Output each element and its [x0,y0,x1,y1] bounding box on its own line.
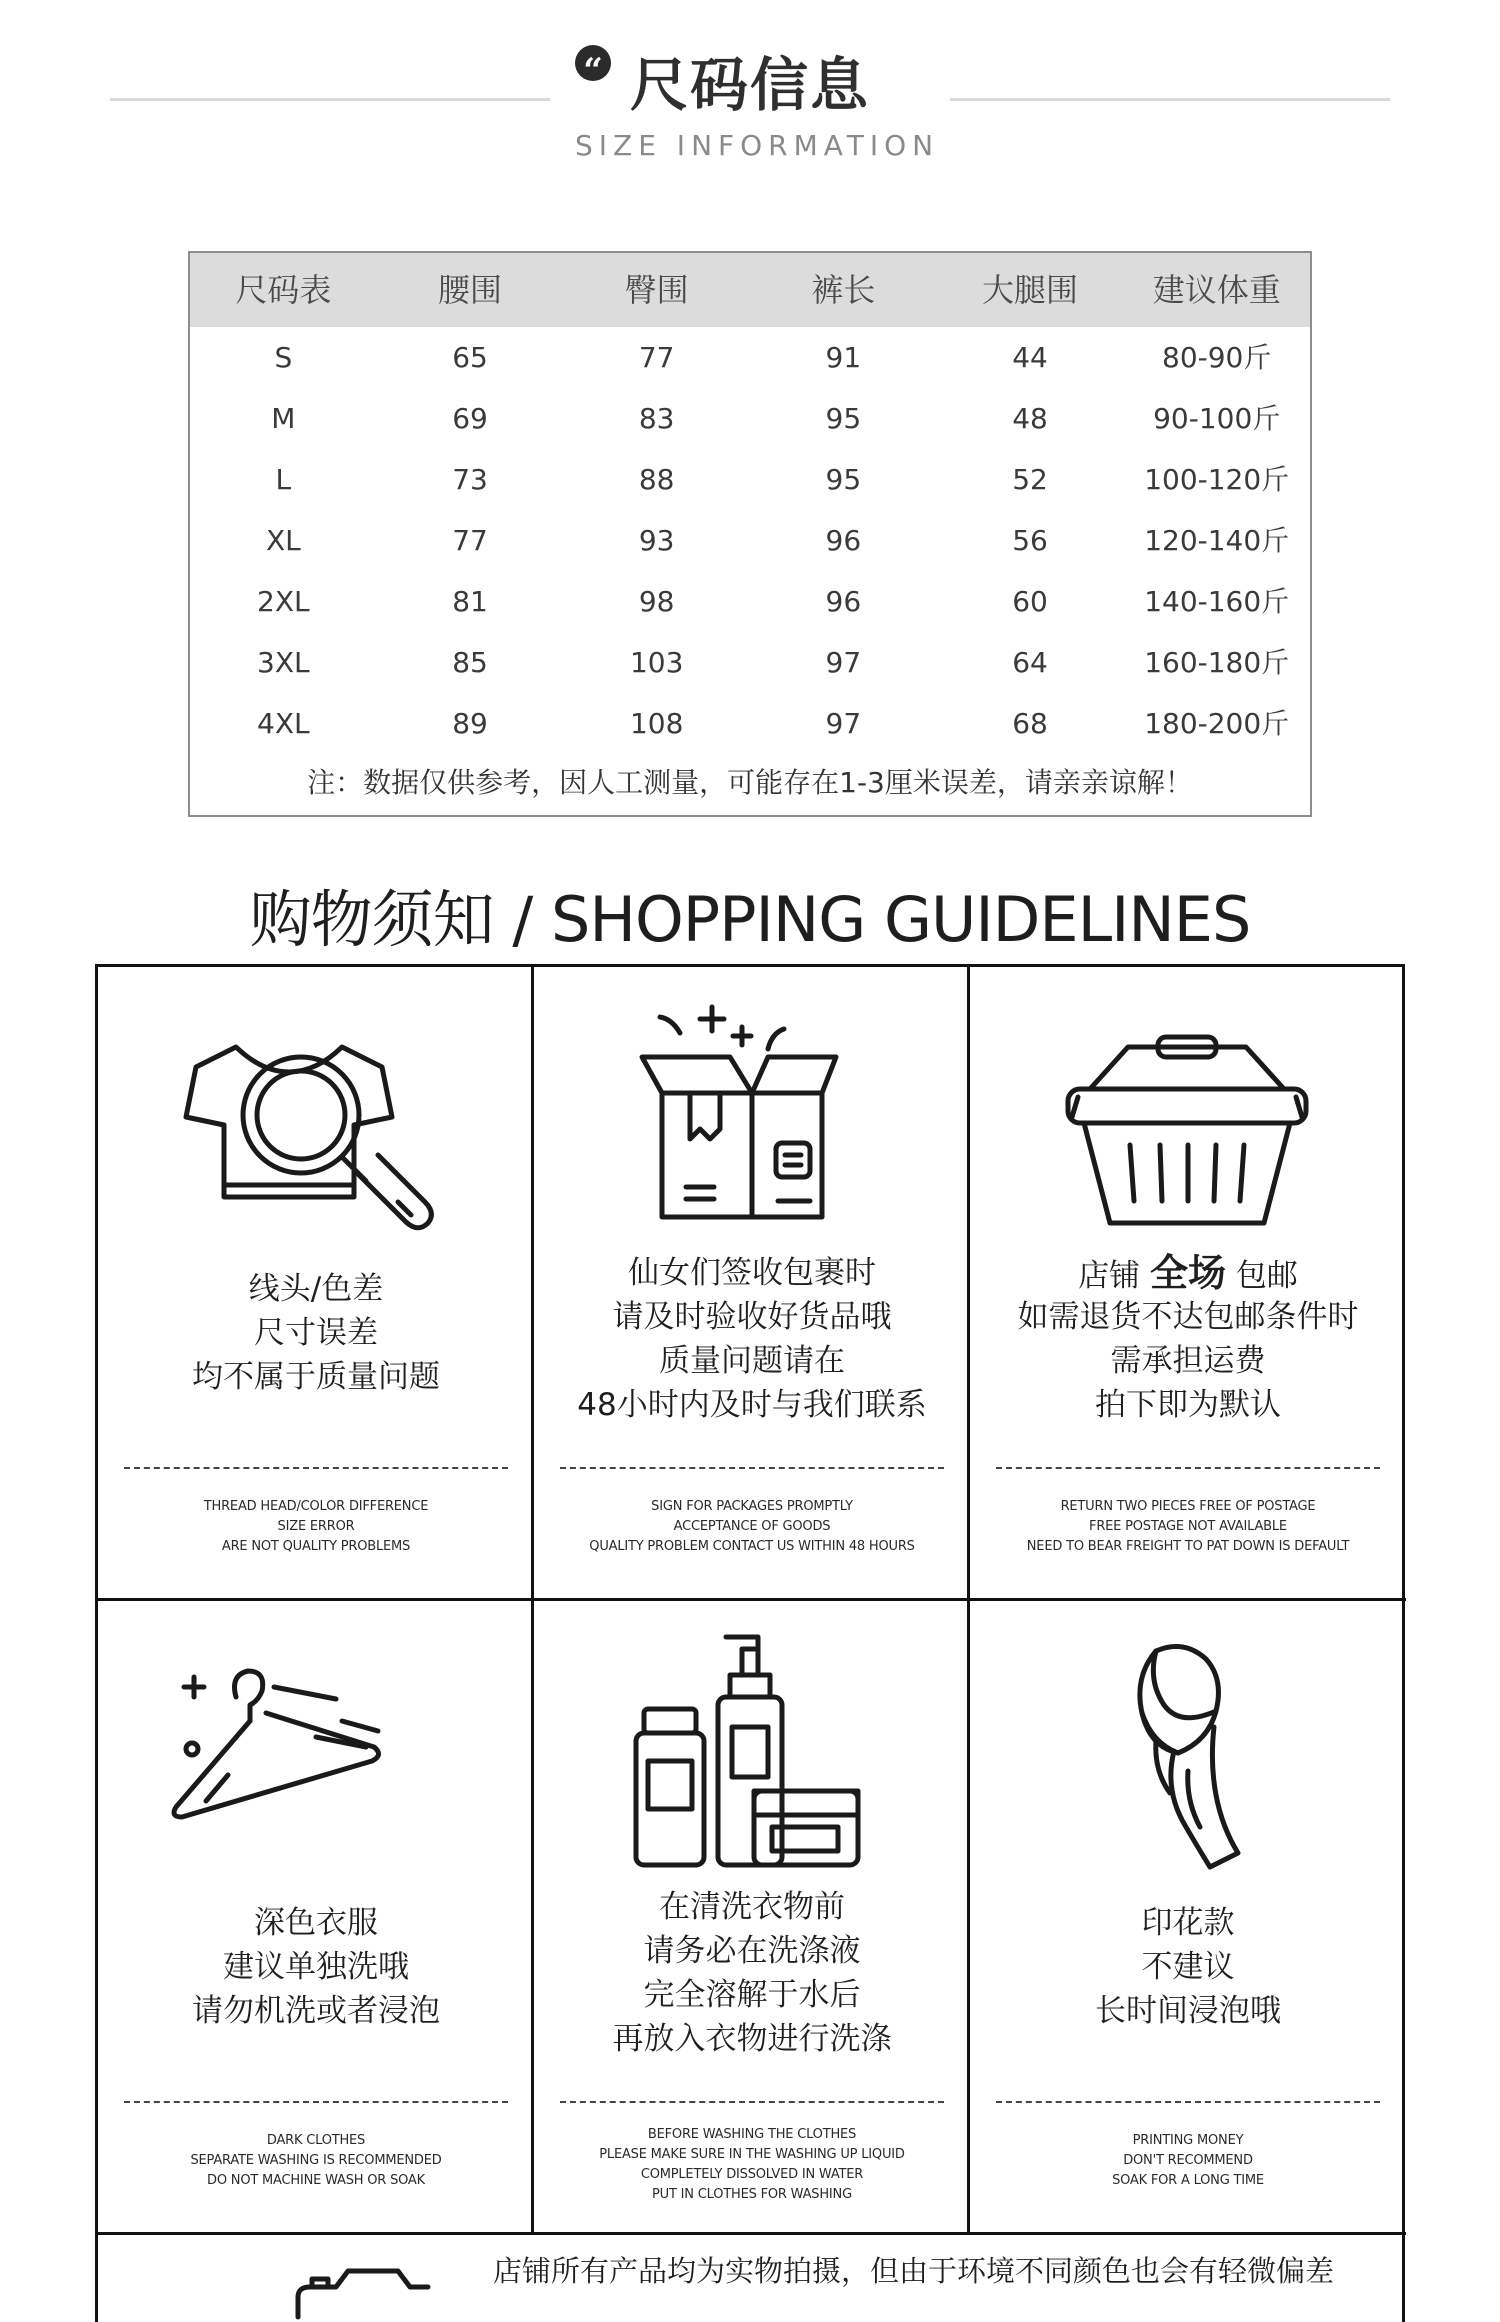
page-subtitle: SIZE INFORMATION [575,129,940,162]
table-cell: 80-90斤 [1162,341,1272,374]
table-cell: 96 [825,585,862,618]
page-title: 尺码信息 [630,51,871,119]
guideline-en-text: COMPLETELY DISSOLVED IN WATER [640,2167,864,2182]
table-row [190,632,1310,693]
table-cell: 48 [1012,402,1048,435]
guideline-en-text: SIZE ERROR [277,1519,355,1534]
size-table [188,251,1312,817]
guideline-en-text: SOAK FOR A LONG TIME [1112,2173,1264,2188]
guideline-text: 请及时验收好货品哦 [612,1299,892,1335]
guideline-text: 建议单独洗哦 [223,1949,409,1985]
guideline-en-text: ARE NOT QUALITY PROBLEMS [221,1539,411,1554]
table-cell: L [275,463,292,496]
guideline-text: 在清洗衣物前 [659,1889,845,1925]
table-cell: 90-100斤 [1153,402,1281,435]
guideline-en-text: ACCEPTANCE OF GOODS [673,1519,831,1534]
table-cell: 83 [638,402,675,435]
guideline-text: 店铺 [1078,1258,1141,1294]
tshirt-magnifier-icon [166,997,466,1257]
guideline-text: 请务必在洗涤液 [643,1933,861,1969]
column-header: 裤长 [811,271,876,309]
guideline-text: 尺寸误差 [254,1315,378,1351]
table-cell: 93 [638,524,675,557]
table-cell: 180-200斤 [1144,707,1290,740]
guideline-text: 包邮 [1235,1258,1298,1294]
size-table-body [190,327,1310,754]
table-cell: 120-140斤 [1144,524,1290,557]
table-cell: 103 [629,646,684,679]
guideline-en-text: SIGN FOR PACKAGES PROMPTLY [651,1499,853,1514]
column-header: 建议体重 [1152,271,1281,309]
table-cell: S [274,341,293,374]
table-cell: 97 [825,646,862,679]
photo-note-text: 店铺所有产品均为实物拍摄，但由于环境不同颜色也会有轻微偏差 [493,2254,1335,2288]
guideline-card-photo-note [98,2237,1402,2322]
table-cell: 68 [1012,707,1048,740]
column-header: 腰围 [438,271,503,309]
table-cell: 140-160斤 [1144,585,1290,618]
guideline-text-emphasis: 全场 [1149,1251,1226,1295]
table-cell: 44 [1012,341,1048,374]
table-cell: 73 [452,463,488,496]
guideline-card-dark-clothes [98,1601,534,2235]
table-cell: 2XL [257,585,310,618]
table-cell: 77 [452,524,488,557]
guideline-en-text: BEFORE WASHING THE CLOTHES [647,2127,857,2142]
guideline-text: 印花款 [1141,1905,1235,1941]
dashed-divider [124,2101,508,2103]
open-box-icon [602,997,902,1257]
hanger-icon [166,1631,466,1891]
size-table-note: 注：数据仅供参考，因人工测量，可能存在1-3厘米误差，请亲亲谅解！ [307,766,1193,799]
table-cell: 88 [638,463,675,496]
table-row [190,571,1310,632]
table-row [190,388,1310,449]
table-cell: 65 [452,341,488,374]
guideline-text: 不建议 [1141,1949,1235,1985]
detergent-bottles-icon [602,1631,902,1891]
guideline-en-text: PUT IN CLOTHES FOR WASHING [652,2187,852,2202]
guidelines-grid [95,964,1405,2322]
guideline-text: 线头/色差 [248,1271,384,1307]
table-row [190,693,1310,754]
guideline-en-text: DARK CLOTHES [266,2133,366,2148]
dashed-divider [124,1467,508,1469]
table-cell: 64 [1012,646,1048,679]
guideline-en-text: PRINTING MONEY [1132,2133,1244,2148]
table-cell: 4XL [257,707,310,740]
guidelines-title: 购物须知 / SHOPPING GUIDELINES [249,883,1251,956]
guideline-text: 需承担运费 [1110,1343,1266,1379]
guideline-en-text: PLEASE MAKE SURE IN THE WASHING UP LIQUID [599,2147,905,2162]
table-cell: 56 [1012,524,1048,557]
guideline-headline [970,1251,1406,1298]
dashed-divider [996,1467,1380,1469]
table-cell: 160-180斤 [1144,646,1290,679]
guideline-card-printed [970,1601,1406,2235]
column-header: 臀围 [624,271,689,309]
guideline-text: 长时间浸泡哦 [1095,1993,1281,2029]
guideline-text: 再放入衣物进行洗涤 [612,2021,892,2057]
column-header: 尺码表 [235,271,332,309]
size-table-header [190,253,1310,327]
table-cell: 3XL [257,646,310,679]
header-divider-left [110,98,550,101]
camera-icon [288,2257,488,2322]
guideline-text: 深色衣服 [254,1905,378,1941]
table-cell: 60 [1012,585,1048,618]
table-cell: 95 [825,463,862,496]
dashed-divider [560,1467,944,1469]
guideline-en-text: DON'T RECOMMEND [1123,2153,1253,2168]
guideline-en-text: DO NOT MACHINE WASH OR SOAK [207,2173,425,2188]
guideline-text: 请勿机洗或者浸泡 [192,1993,440,2029]
quote-icon: “ [575,45,611,81]
shopping-basket-icon [1038,997,1338,1257]
table-cell: 52 [1012,463,1048,496]
table-cell: 91 [825,341,862,374]
table-row [190,510,1310,571]
guideline-card-quality [98,967,534,1601]
guideline-card-washing [534,1601,970,2235]
table-cell: 100-120斤 [1144,463,1290,496]
guideline-card-shipping [970,967,1406,1601]
guideline-en-text: SEPARATE WASHING IS RECOMMENDED [190,2153,442,2168]
table-cell: M [271,402,296,435]
dashed-divider [560,2101,944,2103]
table-row [190,327,1310,388]
table-cell: 108 [629,707,684,740]
header-divider-right [950,98,1390,101]
table-cell: 85 [452,646,488,679]
guideline-en-text: FREE POSTAGE NOT AVAILABLE [1089,1519,1287,1534]
guideline-text: 48小时内及时与我们联系 [577,1387,927,1423]
column-header: 大腿围 [982,271,1079,309]
guideline-text: 拍下即为默认 [1095,1387,1281,1423]
guideline-en-text: QUALITY PROBLEM CONTACT US WITHIN 48 HOURS [589,1539,915,1554]
table-cell: 69 [452,402,488,435]
guideline-text: 均不属于质量问题 [192,1359,440,1395]
guideline-text: 仙女们签收包裹时 [628,1255,876,1291]
table-cell: 98 [638,585,675,618]
table-cell: 95 [825,402,862,435]
guideline-en-text: NEED TO BEAR FREIGHT TO PAT DOWN IS DEFAULT [1026,1539,1350,1554]
table-cell: 89 [452,707,488,740]
guideline-text: 质量问题请在 [659,1343,845,1379]
table-cell: 77 [638,341,675,374]
guideline-en-text: THREAD HEAD/COLOR DIFFERENCE [203,1499,429,1514]
scarf-icon [1038,1631,1338,1891]
dashed-divider [996,2101,1380,2103]
guideline-text: 完全溶解于水后 [643,1977,861,2013]
table-row [190,449,1310,510]
table-cell: XL [265,524,301,557]
table-cell: 81 [452,585,488,618]
table-cell: 97 [825,707,862,740]
table-cell: 96 [825,524,862,557]
guideline-text: 如需退货不达包邮条件时 [1017,1299,1359,1335]
guideline-en-text: RETURN TWO PIECES FREE OF POSTAGE [1060,1499,1316,1514]
guideline-card-delivery [534,967,970,1601]
